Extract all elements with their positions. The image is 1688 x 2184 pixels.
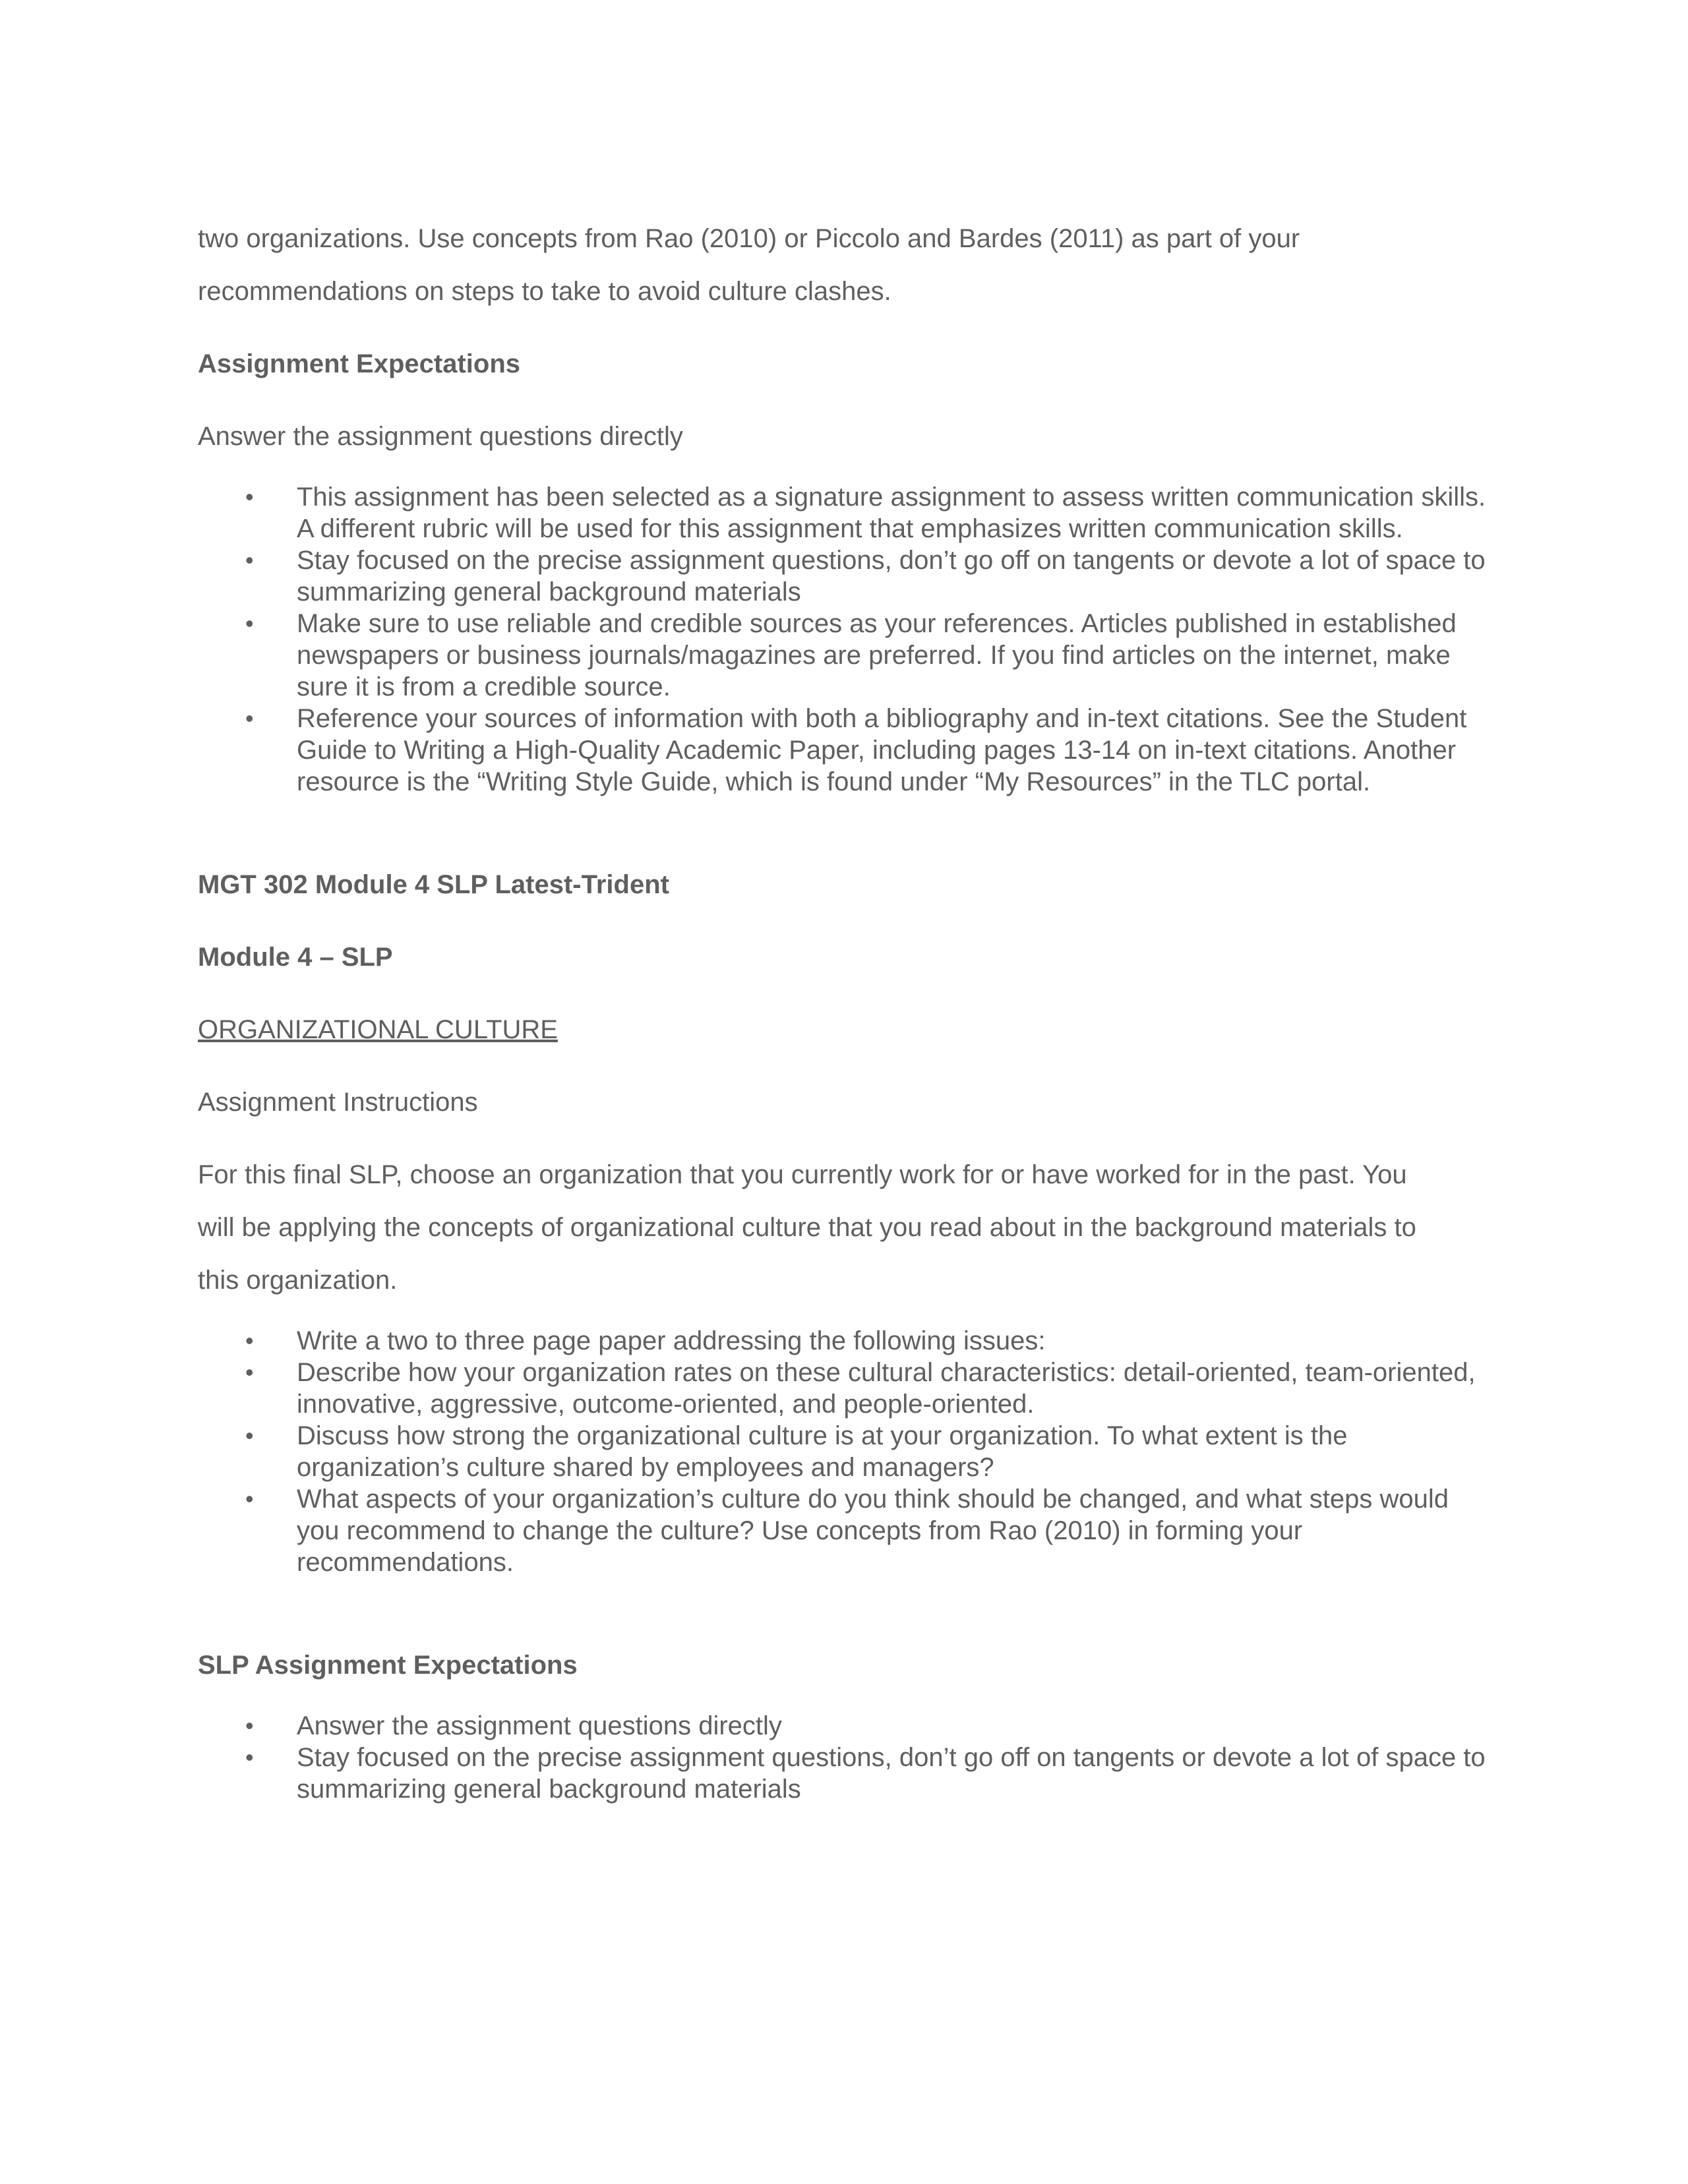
list-item: • Answer the assignment questions directly [198, 1710, 1490, 1742]
list-item: • Discuss how strong the organizational culture is at your organization. To what extent is the organization’s culture shared by employees and managers? [198, 1420, 1490, 1483]
instructions-para-line-1: For this final SLP, choose an organization that you currently work for or have worked for in the past. You [198, 1160, 1407, 1189]
instructions-list [198, 1325, 1490, 1578]
list-item: • Write a two to three page paper addressing the following issues: [198, 1325, 1490, 1357]
module-subtitle-heading: Module 4 – SLP [198, 943, 393, 972]
assignment-instructions-label: Assignment Instructions [198, 1088, 478, 1117]
list-item: • Make sure to use reliable and credible sources as your references. Articles published in established newspapers or business journals/magazines are preferred. If you find articles on the internet, make sure it is from a credible source. [198, 608, 1490, 703]
assignment-expectations-heading: Assignment Expectations [198, 349, 521, 378]
intro-line-1: two organizations. Use concepts from Rao (2010) or Piccolo and Bardes (2011) as part of your [198, 224, 1300, 253]
list-item: • Describe how your organization rates on these cultural characteristics: detail-oriented, team-oriented, innovative, aggressive, outcome-oriented, and people-oriented. [198, 1357, 1490, 1420]
document-page [198, 212, 1490, 1805]
instructions-para-line-3: this organization. [198, 1266, 398, 1295]
list-item: • Stay focused on the precise assignment questions, don’t go off on tangents or devote a lot of space to summarizing general background materials [198, 545, 1490, 608]
assignment-expectations-lead: Answer the assignment questions directly [198, 422, 683, 451]
list-item: • Reference your sources of information with both a bibliography and in-text citations. See the Student Guide to Writing a High-Quality Academic Paper, including pages 13-14 on in-text citations. Another resource is the “Writing Style Guide, which is found under “My Resources” in the TLC portal. [198, 703, 1490, 798]
slp-expectations-heading: SLP Assignment Expectations [198, 1651, 578, 1680]
topic-title: ORGANIZATIONAL CULTURE [198, 1015, 558, 1044]
module-title-heading: MGT 302 Module 4 SLP Latest-Trident [198, 870, 669, 899]
slp-expectations-list [198, 1710, 1490, 1805]
list-item: • Stay focused on the precise assignment questions, don’t go off on tangents or devote a lot of space to summarizing general background materials [198, 1742, 1490, 1805]
list-item: • What aspects of your organization’s culture do you think should be changed, and what steps would you recommend to change the culture? Use concepts from Rao (2010) in forming your recommendations. [198, 1483, 1490, 1578]
intro-line-2: recommendations on steps to take to avoid culture clashes. [198, 277, 891, 306]
list-item: • This assignment has been selected as a signature assignment to assess written communication skills. A different rubric will be used for this assignment that emphasizes written communication skills. [198, 481, 1490, 545]
assignment-expectations-list [198, 481, 1490, 798]
instructions-para-line-2: will be applying the concepts of organizational culture that you read about in the background materials to [198, 1213, 1416, 1242]
